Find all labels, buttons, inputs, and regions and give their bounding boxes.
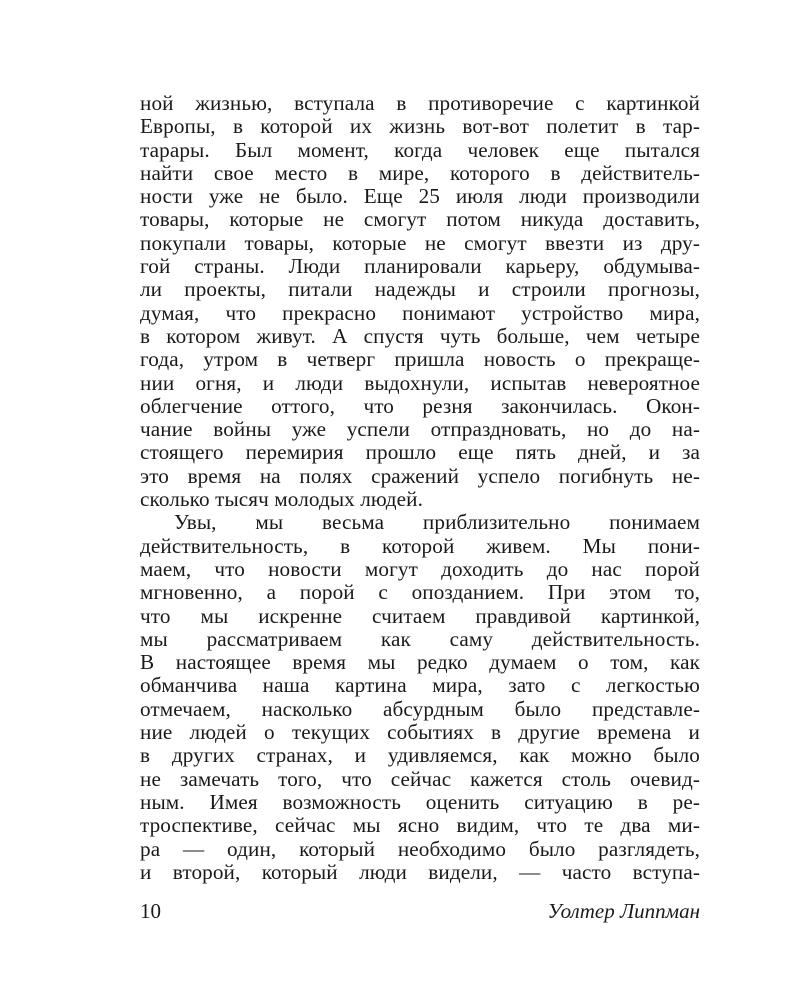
text-line: не замечать того, что сейчас кажется столь очевид- [140,766,700,791]
text-line: в других странах, и удивляемся, как можно было [140,743,700,768]
text-line: гой страны. Люди планировали карьеру, обдумыва- [140,254,700,279]
text-line: облегчение оттого, что резня закончилась. Окон- [140,393,700,418]
text-line: нии огня, и люди выдохнули, испытав невероятное [140,370,700,395]
text-line: что мы искренне считаем правдивой картинкой, [140,603,700,628]
text-line: отмечаем, насколько абсурдным было представле- [140,696,700,721]
text-line: года, утром в четверг пришла новость о прекраще- [140,347,700,372]
text-line: обманчива наша картина мира, зато с легкостью [140,673,700,698]
text-line: Европы, в которой их жизнь вот-вот полетит в тар- [140,114,700,139]
paragraph [140,511,700,884]
text-line: чание войны уже успели отпраздновать, но до на- [140,417,700,442]
page-number: 10 [140,899,161,923]
text-line: в котором живут. А спустя чуть больше, чем четыре [140,323,700,348]
text-line: найти свое место в мире, которого в действитель- [140,160,700,185]
paragraph [140,92,700,511]
text-line: думая, что прекрасно понимают устройство мира, [140,300,700,325]
text-line: маем, что новости могут доходить до нас порой [140,556,700,581]
text-line: троспективе, сейчас мы ясно видим, что те два ми- [140,813,700,838]
text-line: ли проекты, питали надежды и строили прогнозы, [140,277,700,302]
text-line: это время на полях сражений успело погибнуть не- [140,463,700,488]
text-line: покупали товары, которые не смогут ввезти из дру- [140,230,700,255]
text-line: ной жизнью, вступала в противоречие с картинкой [140,91,700,115]
text-line: ра — один, который необходимо было разглядеть, [140,836,700,861]
text-line: действительность, в которой живем. Мы пони- [140,533,700,558]
text-line: Увы, мы весьма приблизительно понимаем [174,510,700,535]
text-line: сколько тысяч молодых людей. [140,487,424,512]
text-line: мы рассматриваем как саму действительность. [140,626,700,651]
text-line: и второй, который люди видели, — часто вступа- [140,859,700,884]
text-line: ние людей о текущих событиях в другие времена и [140,720,700,745]
text-line: стоящего перемирия прошло еще пять дней, и за [140,440,700,465]
text-line: мгновенно, а порой с опозданием. При этом то, [140,580,700,605]
text-line: ности уже не было. Еще 25 июля люди производили [140,184,700,209]
text-line: товары, которые не смогут потом никуда доставить, [140,207,700,232]
running-footer-author: Уолтер Липпман [547,899,700,923]
text-line: ным. Имея возможность оценить ситуацию в ре- [140,789,700,814]
text-line: В настоящее время мы редко думаем о том, как [140,650,700,675]
body-text [140,92,700,884]
text-line: тарары. Был момент, когда человек еще пытался [140,137,700,162]
